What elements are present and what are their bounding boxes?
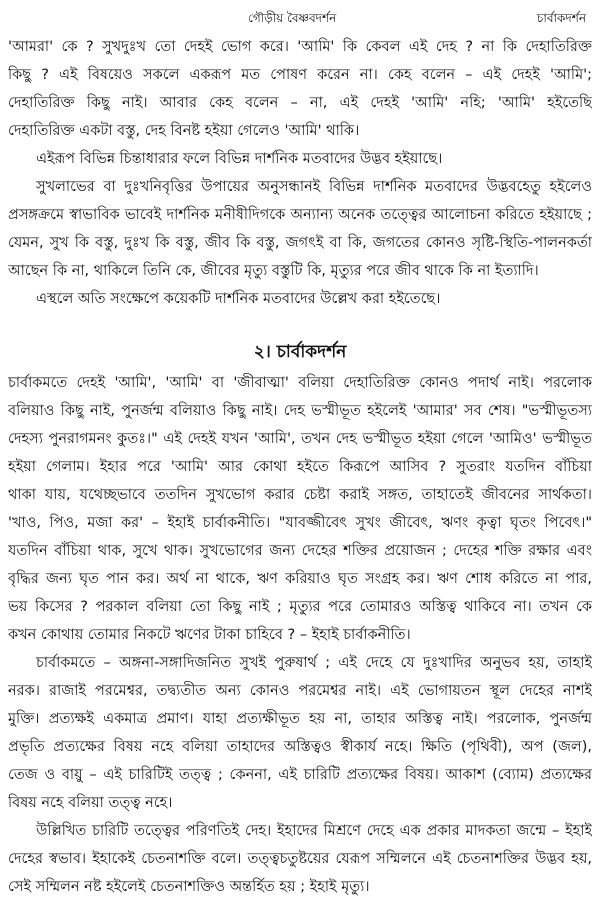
paragraph <box>8 649 592 817</box>
text-line: বৃদ্ধির জন্য ঘৃত পান কর। অর্থ না থাকে, ঋণ করিয়াও ঘৃত সংগ্রহ কর। ঋণ শোধ করিতে না পার, <box>8 571 592 587</box>
text-line: নরক। রাজাই পরমেশ্বর, তদ্ব্যতীত অন্য কোনও পরমেশ্বর নাই। এই ভোগায়তন স্থূল দেহের নাশই <box>8 683 592 699</box>
paragraph <box>8 173 592 285</box>
text-line: প্রভৃতি প্রত্যক্ষের বিষয় নহে বলিয়া তাহাদের অস্তিত্বও স্বীকার্য নহে। ক্ষিতি (পৃথিবী), অপ (জল), <box>8 739 592 755</box>
section-body-text <box>8 369 592 901</box>
text-line: ভয় কিসের ? পরকাল বলিয়া তো কিছু নাই ; মৃত্যুর পরে তোমারও অস্তিত্ব থাকিবে না। তখন কে <box>8 599 592 615</box>
text-line: হইয়া গেলাম। ইহার পরে 'আমি' আর কোথা হইতে কিরূপে আসিব ? সুতরাং যতদিন বাঁচিয়া <box>8 459 592 475</box>
section-heading: ২। চার্বাকদর্শন <box>253 342 347 362</box>
text-line: চার্বাকমতে – অঙ্গনা-সঙ্গাদিজনিত সুখই পুরুষার্থ ; এই দেহে যে দুঃখাদির অনুভব হয়, তাহাই <box>36 655 592 671</box>
text-line: দেহস্য পুনরাগমনং কুতঃ।" এই দেহই যখন 'আমি', তখন দেহ ভস্মীভূত হইয়া গেলে 'আমিও' ভস্মীভূত <box>8 431 592 447</box>
text-line: আছেন কি না, থাকিলে তিনি কে, জীবের মৃত্যু বস্তুটি কি, মৃত্যুর পরে জীব থাকে কি না ইত্যাদি। <box>8 263 539 279</box>
text-line: যেমন, সুখ কি বস্তু, দুঃখ কি বস্তু, জীব কি বস্তু, জগৎই বা কি, জগতের কোনও সৃষ্টি-স্থিতি-পালনকর্তা <box>8 235 592 251</box>
text-line: তেজ ও বায়ু – এই চারিটিই তত্ত্ব ; কেননা, এই চারিটি প্রত্যক্ষের বিষয়। আকাশ (ব্যোম) প্রত্যক্ষের <box>8 767 592 783</box>
text-line: বলিয়াও কিছু নাই, পুনর্জন্ম বলিয়াও কিছু নাই। দেহ ভস্মীভূত হইলেই 'আমার' সব শেষ। "ভস্মীভূতস্য <box>8 403 592 419</box>
text-line: বিষয় নহে বলিয়া তত্ত্ব নহে। <box>8 795 173 811</box>
text-line: 'খাও, পিও, মজা কর' – ইহাই চার্বাকনীতি। "যাবজ্জীবেৎ সুখং জীবেৎ, ঋণং কৃত্বা ঘৃতং পিবেৎ।" <box>8 515 592 531</box>
text-line: উল্লিখিত চারিটি তত্ত্বের পরিণতিই দেহ। ইহাদের মিশ্রণে দেহে এক প্রকার মাদকতা জন্মে – ইহাই <box>36 823 592 839</box>
text-line: এস্থলে অতি সংক্ষেপে কয়েকটি দার্শনিক মতবাদের উল্লেখ করা হইতেছে। <box>36 291 441 307</box>
text-line: সেই সম্মিলন নষ্ট হইলেই চেতনাশক্তিও অন্তর্হিত হয় ; ইহাই মৃত্যু। <box>8 879 370 895</box>
text-line: চার্বাকমতে দেহই 'আমি', 'আমি' বা 'জীবাত্মা' বলিয়া দেহাতিরিক্ত কোনও পদার্থ নাই। পরলোক <box>8 375 592 391</box>
text-line: সুখলাভের বা দুঃখনিবৃত্তির উপায়ের অনুসন্ধানই বিভিন্ন দার্শনিক মতবাদের উদ্ভবহেতু হইলেও <box>36 179 592 195</box>
text-line: যতদিন বাঁচিয়া থাক, সুখে থাক। সুখভোগের জন্য দেহের শক্তির প্রয়োজন ; দেহের শক্তি রক্ষার এবং <box>8 543 592 559</box>
text-line: কিছু ? এই বিষয়েও সকলে একরূপ মত পোষণ করেন না। কেহ বলেন – এই দেহই 'আমি'; <box>8 67 592 83</box>
text-line: 'আমরা' কে ? সুখদুঃখ তো দেহই ভোগ করে। 'আমি' কি কেবল এই দেহ ? না কি দেহাতিরিক্ত <box>8 39 592 55</box>
text-line: মুক্তি। প্রত্যক্ষই একমাত্র প্রমাণ। যাহা প্রত্যক্ষীভূত হয় না, তাহার অস্তিত্ব নাই। পরলোক, পুনর্জন্ম <box>8 711 592 727</box>
intro-text <box>8 33 592 313</box>
text-line: এইরূপ বিভিন্ন চিন্তাধারার ফলে বিভিন্ন দার্শনিক মতবাদের উদ্ভব হইয়াছে। <box>36 151 443 167</box>
paragraph <box>8 145 592 173</box>
text-line: থাকা যায়, যথেচ্ছভাবে ততদিন সুখভোগ করার চেষ্টা করাই সঙ্গত, তাহাতেই জীবনের সার্থকতা। <box>8 487 592 503</box>
text-line: কখন কোথায় তোমার নিকটে ঋণের টাকা চাহিবে ? – ইহাই চার্বাকনীতি। <box>8 627 411 643</box>
text-line: প্রসঙ্গক্রমে স্বাভাবিক ভাবেই দার্শনিক মনীষীদিগকে অন্যান্য অনেক তত্ত্বের আলোচনা করিতে হইয়াছে ; <box>8 207 592 223</box>
text-line: দেহের স্বভাব। ইহাকেই চেতনাশক্তি বলে। তত্ত্বচতুষ্টয়ের যেরূপ সম্মিলনে এই চেতনাশক্তির উদ্ভব হয়, <box>8 851 592 867</box>
text-line: দেহাতিরিক্ত কিছু নাই। আবার কেহ বলেন – না, এই দেহই 'আমি' নহি; 'আমি' হইতেছি <box>8 95 592 111</box>
text-line: দেহাতিরিক্ত একটা বস্তু, দেহ বিনষ্ট হইয়া গেলেও 'আমি' থাকি। <box>8 123 360 139</box>
paragraph <box>8 369 592 649</box>
running-header-title: গৌড়ীয় বৈষ্ণবদর্শন <box>248 11 337 25</box>
paragraph <box>8 33 592 145</box>
running-header-section: চার্বাকদর্শন <box>536 11 586 25</box>
paragraph <box>8 817 592 901</box>
paragraph <box>8 285 592 313</box>
